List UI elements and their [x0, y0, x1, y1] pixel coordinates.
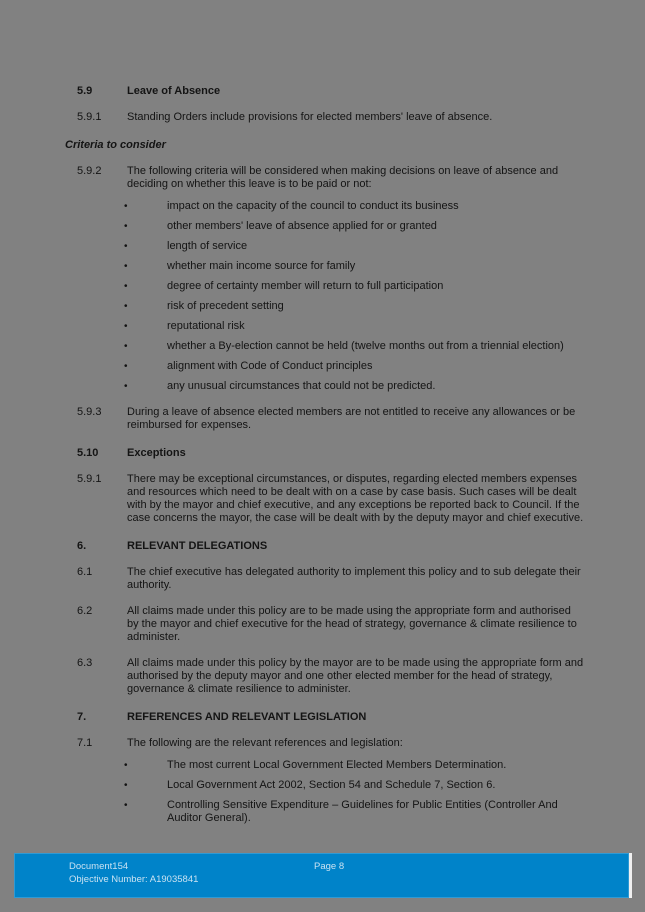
- bullet-text: any unusual circumstances that could not be predicted.: [167, 380, 436, 392]
- bullet-text: degree of certainty member will return to full participation: [167, 280, 444, 292]
- bullet-text: reputational risk: [167, 320, 245, 332]
- section-heading: [65, 711, 590, 724]
- bullet-item: [124, 240, 590, 253]
- bullet-text: length of service: [167, 240, 248, 252]
- section-paragraph: [65, 657, 590, 696]
- section-paragraph: [65, 566, 590, 592]
- footer-doc-name: Document154: [69, 861, 129, 872]
- bullet-item: [124, 380, 590, 393]
- bullet-item: [124, 220, 590, 233]
- bullet-item: [124, 799, 590, 825]
- bullet-item: [124, 360, 590, 373]
- bullet-dot-icon: •: [124, 281, 128, 292]
- bullet-dot-icon: •: [124, 381, 128, 392]
- bullet-text: whether a By-election cannot be held (twelve months out from a triennial election): [167, 340, 564, 352]
- section-paragraph: [65, 737, 590, 750]
- section-text: Exceptions: [127, 447, 186, 459]
- section-number: 7.1: [77, 737, 93, 749]
- bullet-dot-icon: •: [124, 780, 128, 791]
- section-paragraph: [65, 406, 590, 432]
- bullet-dot-icon: •: [124, 760, 128, 771]
- section-number: 6.3: [77, 657, 93, 669]
- footer-objective-number: Objective Number: A19035841: [69, 874, 199, 885]
- section-italic-heading: Criteria to consider: [65, 139, 166, 151]
- section-paragraph: [65, 111, 590, 124]
- section-number: 5.9: [77, 85, 93, 97]
- footer-bar: [14, 853, 629, 898]
- bullet-text: alignment with Code of Conduct principles: [167, 360, 373, 372]
- section-text: Leave of Absence: [127, 85, 221, 97]
- section-number: 6.1: [77, 566, 93, 578]
- bullet-text: other members' leave of absence applied for or granted: [167, 220, 437, 232]
- section-text: All claims made under this policy are to be made using the appropriate form and authorised by the mayor and chief executive for the head of strategy, governance & climate resilience to administer.: [127, 605, 577, 643]
- section-text: Standing Orders include provisions for elected members' leave of absence.: [127, 111, 493, 123]
- section-text: The following are the relevant references and legislation:: [127, 737, 403, 749]
- section-text: The chief executive has delegated authority to implement this policy and to sub delegate their authority.: [127, 566, 581, 591]
- section-number: 5.9.1: [77, 111, 102, 123]
- section-number: 5.10: [77, 447, 99, 459]
- bullet-dot-icon: •: [124, 201, 128, 212]
- section-text: REFERENCES AND RELEVANT LEGISLATION: [127, 711, 367, 723]
- footer-page-label: Page 8: [314, 861, 345, 872]
- footer-doc-info: [69, 860, 198, 886]
- section-paragraph: [65, 605, 590, 644]
- section-number: 5.9.1: [77, 473, 102, 485]
- section-heading: [65, 540, 590, 553]
- bullet-item: [124, 200, 590, 213]
- section-text: RELEVANT DELEGATIONS: [127, 540, 268, 552]
- bullet-item: [124, 779, 590, 792]
- section-text: During a leave of absence elected members are not entitled to receive any allowances or be reimbursed for expenses.: [127, 406, 576, 431]
- bullet-dot-icon: •: [124, 800, 128, 811]
- bullet-text: whether main income source for family: [167, 260, 356, 272]
- section-heading: [65, 447, 590, 460]
- section-paragraph: [65, 165, 590, 191]
- bullet-text: Local Government Act 2002, Section 54 and Schedule 7, Section 6.: [167, 779, 496, 791]
- bullet-item: [124, 320, 590, 333]
- document-content: [65, 0, 590, 832]
- bullet-list: [65, 759, 590, 825]
- bullet-dot-icon: •: [124, 261, 128, 272]
- bullet-text: impact on the capacity of the council to conduct its business: [167, 200, 459, 212]
- bullet-item: [124, 280, 590, 293]
- bullet-dot-icon: •: [124, 341, 128, 352]
- section-number: 5.9.2: [77, 165, 102, 177]
- bullet-dot-icon: •: [124, 301, 128, 312]
- bullet-dot-icon: •: [124, 321, 128, 332]
- bullet-text: risk of precedent setting: [167, 300, 284, 312]
- section-number: 7.: [77, 711, 87, 723]
- bullet-list: [65, 200, 590, 393]
- bullet-text: Controlling Sensitive Expenditure – Guidelines for Public Entities (Controller And Auditor General).: [167, 799, 558, 824]
- section-text: There may be exceptional circumstances, or disputes, regarding elected members expenses and resources which need to be dealt with on a case by case basis. Such cases will be dealt with by the mayor and chief executive, and any exceptions be reported back to Council. If the case concerns the mayor, the case will be dealt with by the deputy mayor and chief executive.: [127, 473, 584, 524]
- section-number: 6.: [77, 540, 87, 552]
- section-heading: [65, 85, 590, 98]
- bullet-dot-icon: •: [124, 241, 128, 252]
- bullet-dot-icon: •: [124, 221, 128, 232]
- section-paragraph: [65, 473, 590, 525]
- bullet-item: [124, 340, 590, 353]
- section-text: The following criteria will be considered when making decisions on leave of absence and deciding on whether this leave is to be paid or not:: [127, 165, 559, 190]
- bullet-dot-icon: •: [124, 361, 128, 372]
- bullet-item: [124, 300, 590, 313]
- bullet-item: [124, 759, 590, 772]
- section-text: All claims made under this policy by the mayor are to be made using the appropriate form and authorised by the deputy mayor and one other elected member for the head of strategy, governance & climate resilience to administer.: [127, 657, 584, 695]
- section-number: 6.2: [77, 605, 93, 617]
- section-number: 5.9.3: [77, 406, 102, 418]
- bullet-item: [124, 260, 590, 273]
- bullet-text: The most current Local Government Elected Members Determination.: [167, 759, 507, 771]
